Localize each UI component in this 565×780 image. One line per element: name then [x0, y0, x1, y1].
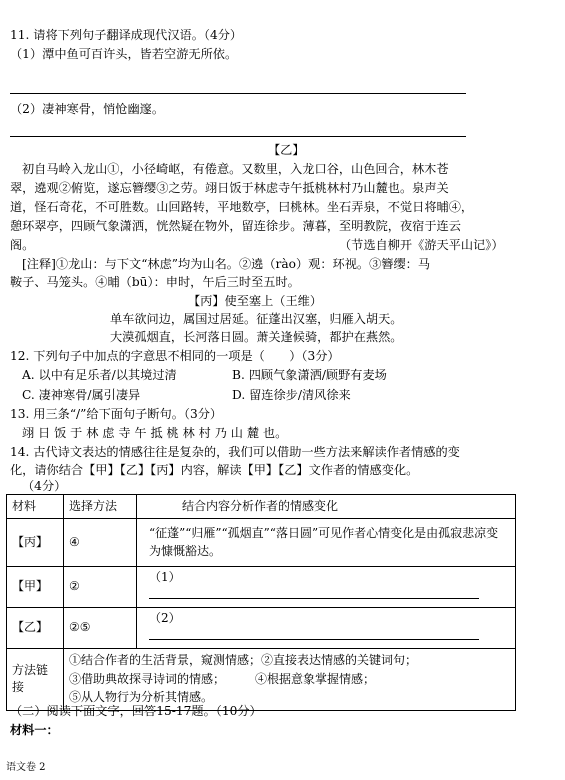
row-yi-analysis-label: （2）: [149, 610, 181, 625]
passage-yi-line-2: 翠，遶观②俯览，遂忘簪缨③之劳。翊日饭于林虑寺午抵桃林村乃山麓也。泉声关: [10, 181, 449, 195]
section-2-title: （二）阅读下面文字，回答15-17题。（10分）: [10, 704, 262, 718]
q12-option-d: D. 留连徐步/清风徐来: [232, 388, 351, 402]
q13-title: 13. 用三条“/”给下面句子断句。（3分）: [10, 407, 223, 421]
passage-yi-note-1: [注释]①龙山：与下文“林虑”均为山名。②遶（rào）观：环视。③簪缨：马: [22, 257, 431, 271]
q11-title: 11. 请将下列句子翻译成现代汉语。（4分）: [10, 28, 243, 42]
q12-option-a: A. 以中有足乐者/以其境过清: [22, 368, 177, 382]
poem-bing-line-2: 大漠孤烟直，长河落日圆。萧关逢候骑，都护在燕然。: [110, 330, 403, 344]
table-methods-row: [7, 648, 516, 710]
emotion-analysis-table: [6, 494, 516, 711]
table-header-row: [7, 495, 516, 519]
header-method: 选择方法: [64, 495, 137, 519]
passage-yi-line-1: 初自马岭入龙山①，小径崎岖，有倦意。又数里，入龙口谷，山色回合，林木苍: [22, 162, 449, 176]
answer-line-2[interactable]: [10, 136, 466, 137]
methods-list: [64, 648, 516, 710]
method-item: ⑤从人物行为分析其情感。: [69, 690, 214, 705]
poem-bing-line-1: 单车欲问边，属国过居延。征蓬出汉塞，归雁入胡天。: [110, 312, 403, 326]
passage-yi-note-2: 鞍子、马笼头。④晡（bū）：申时，午后三时至五时。: [10, 275, 300, 289]
passage-yi-heading: 【乙】: [268, 143, 305, 157]
row-jia-method: ②: [64, 567, 137, 608]
poem-bing-heading: 【丙】使至塞上（王维）: [188, 294, 323, 308]
q11-sentence-2: （2）凄神寒骨，悄怆幽邃。: [10, 102, 165, 116]
table-row: [7, 607, 516, 648]
row-jia-analysis-label: （1）: [149, 570, 181, 584]
page-footer: 语文卷 2: [6, 762, 46, 773]
q14-line-3: （4分）: [22, 479, 67, 493]
method-item: ③借助典故探寻诗词的情感； ④根据意象掌握情感；: [69, 671, 376, 686]
q12-title: 12. 下列句子中加点的字意思不相同的一项是（ ）（3分）: [10, 349, 340, 363]
answer-blank-1[interactable]: [149, 586, 479, 599]
row-bing-material: 【丙】: [7, 519, 64, 567]
q13-sentence: 翊 日 饭 于 林 虑 寺 午 抵 桃 林 村 乃 山 麓 也。: [22, 426, 288, 440]
row-yi-material: 【乙】: [7, 607, 64, 648]
q12-option-c: C. 凄神寒骨/属引凄异: [22, 388, 141, 402]
passage-yi-line-3: 道，怪石奇花，不可胜数。山回路转，平地数亭，曰桃林。坐石弄泉，不觉日将晡④，: [10, 200, 474, 214]
row-bing-analysis: “征蓬”“归雁”“孤烟直”“落日圆”可见作者心情变化是由孤寂悲凉变为慷慨豁达。: [137, 519, 516, 567]
passage-yi-line-5: 阁。: [10, 238, 35, 252]
row-jia-analysis[interactable]: [137, 567, 516, 608]
q14-line-1: 14. 古代诗文表达的情感往往是复杂的，我们可以借助一些方法来解读作者情感的变: [10, 445, 460, 459]
row-jia-material: 【甲】: [7, 567, 64, 608]
row-yi-method: ②⑤: [64, 607, 137, 648]
q11-sentence-1: （1）潭中鱼可百许头，皆若空游无所依。: [10, 47, 238, 61]
table-row: [7, 519, 516, 567]
row-bing-method: ④: [64, 519, 137, 567]
q14-line-2: 化，请你结合【甲】【乙】【丙】内容，解读【甲】【乙】文作者的情感变化。: [10, 463, 419, 477]
q12-option-b: B. 四顾气象潇洒/顾野有麦场: [232, 368, 387, 382]
answer-blank-2[interactable]: [149, 627, 479, 640]
header-analysis: 结合内容分析作者的情感变化: [137, 495, 516, 519]
passage-yi-line-4: 憩环翠亭，四顾气象潇洒，恍然疑在物外，留连徐步。薄暮，至明教院，夜宿于连云: [10, 219, 461, 233]
material-1-label: 材料一：: [10, 723, 59, 737]
answer-line-1[interactable]: [10, 93, 466, 94]
passage-yi-source: （节选自柳开《游天平山记》）: [339, 238, 504, 252]
header-material: 材料: [7, 495, 64, 519]
method-item: ①结合作者的生活背景，窥测情感；②直接表达情感的关键词句；: [69, 653, 418, 668]
row-yi-analysis[interactable]: [137, 607, 516, 648]
methods-label: 方法链接: [7, 648, 64, 710]
table-row: [7, 567, 516, 608]
